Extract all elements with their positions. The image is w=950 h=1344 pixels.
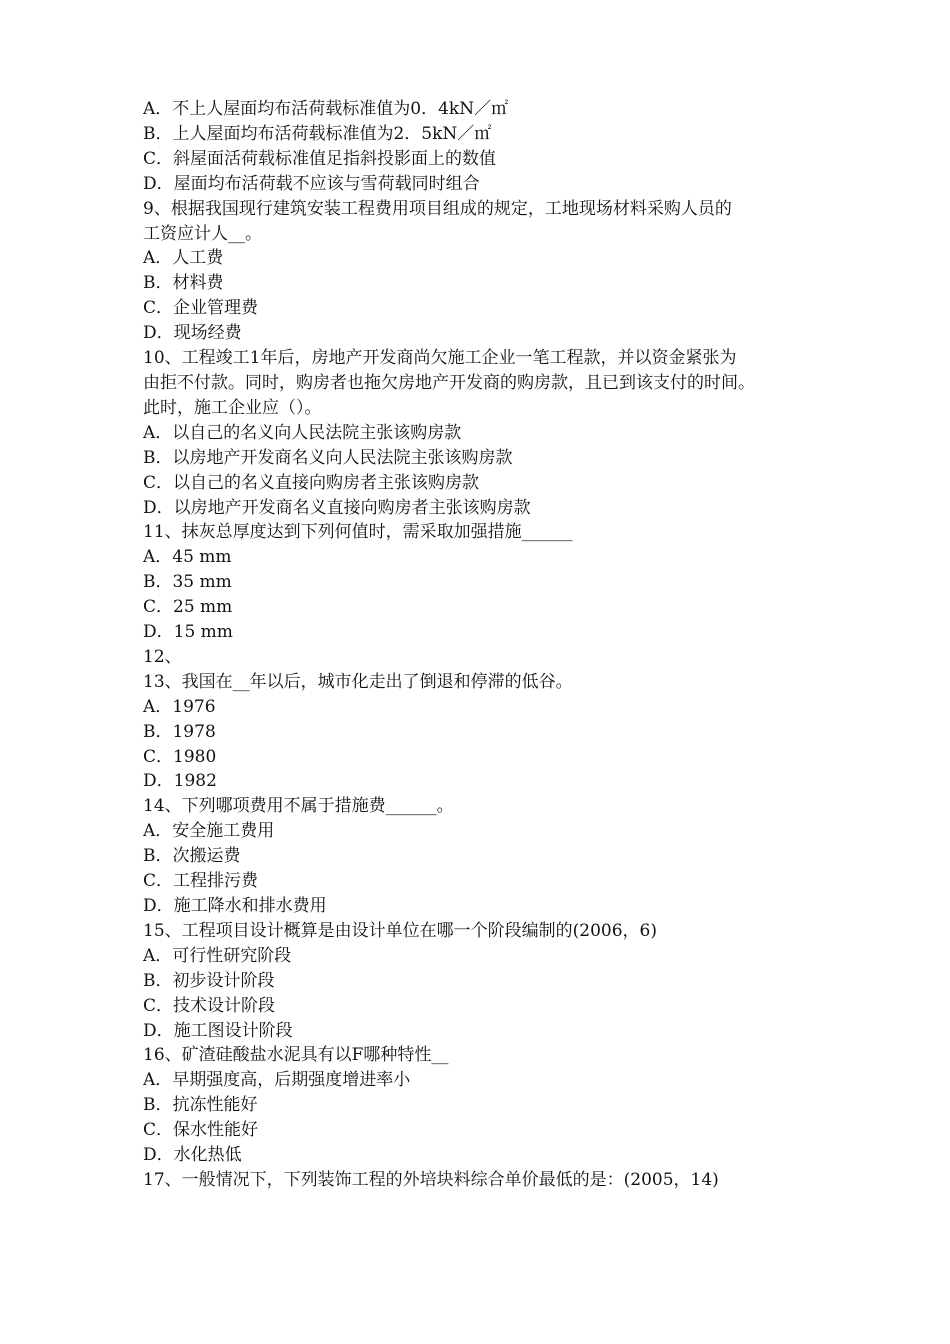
- question-line: 9、根据我国现行建筑安装工程费用项目组成的规定，工地现场材料采购人员的: [143, 198, 732, 219]
- option-line: A．以自己的名义向人民法院主张该购房款: [143, 422, 462, 443]
- question-line: 17、一般情况下，下列装饰工程的外培块料综合单价最低的是：(2005，14): [143, 1169, 719, 1190]
- option-line: D．屋面均布活荷载不应该与雪荷载同时组合: [143, 173, 480, 194]
- option-line: D．水化热低: [143, 1145, 242, 1166]
- question-line: 13、我国在__年以后，城市化走出了倒退和停滞的低谷。: [143, 671, 573, 692]
- option-line: C．以自己的名义直接向购房者主张该购房款: [143, 472, 480, 493]
- option-line: C．工程排污费: [143, 871, 259, 892]
- option-line: B．初步设计阶段: [143, 970, 275, 991]
- question-line: 11、抹灰总厚度达到下列何值时，需采取加强措施______: [143, 522, 573, 543]
- option-line: A．1976: [143, 696, 216, 717]
- option-line: B．上人屋面均布活荷载标准值为2．5kN／㎡: [143, 123, 492, 144]
- question-line: 16、矿渣硅酸盐水泥具有以F哪种特性__: [143, 1045, 449, 1066]
- question-line: 14、下列哪项费用不属于措施费______。: [143, 796, 454, 817]
- option-line: D．1982: [143, 771, 217, 792]
- question-line: 工资应计人__。: [143, 223, 262, 244]
- option-line: A．安全施工费用: [143, 821, 275, 842]
- option-line: A．早期强度高，后期强度增进率小: [143, 1070, 411, 1091]
- option-line: B．1978: [143, 721, 216, 742]
- option-line: A．人工费: [143, 248, 224, 269]
- option-line: C．保水性能好: [143, 1120, 259, 1141]
- option-line: C．25 mm: [143, 597, 233, 618]
- option-line: C．斜屋面活荷载标准值足指斜投影面上的数值: [143, 148, 497, 169]
- option-line: A．不上人屋面均布活荷载标准值为0．4kN／㎡: [143, 99, 509, 119]
- question-line: 10、工程竣工1年后，房地产开发商尚欠施工企业一笔工程款，并以资金紧张为: [143, 348, 737, 369]
- option-line: B．35 mm: [143, 572, 232, 593]
- option-line: B．抗冻性能好: [143, 1095, 258, 1116]
- option-line: C．1980: [143, 746, 217, 767]
- question-line: 由拒不付款。同时，购房者也拖欠房地产开发商的购房款，且已到该支付的时间。: [143, 372, 755, 393]
- question-line: 15、工程项目设计概算是由设计单位在哪一个阶段编制的(2006，6): [143, 920, 657, 941]
- question-line: 此时，施工企业应（）。: [143, 397, 322, 418]
- option-line: C．技术设计阶段: [143, 995, 276, 1016]
- option-line: A．45 mm: [143, 547, 232, 568]
- option-line: D．以房地产开发商名义直接向购房者主张该购房款: [143, 497, 531, 518]
- option-line: D．施工图设计阶段: [143, 1020, 293, 1041]
- document-page: [143, 97, 813, 1193]
- question-line: 12、: [143, 646, 182, 667]
- option-line: D．15 mm: [143, 622, 233, 643]
- option-line: A．可行性研究阶段: [143, 945, 292, 966]
- option-line: D．现场经费: [143, 323, 242, 344]
- option-line: B．以房地产开发商名义向人民法院主张该购房款: [143, 447, 513, 468]
- option-line: D．施工降水和排水费用: [143, 896, 327, 916]
- option-line: B．材料费: [143, 273, 224, 294]
- option-line: B．次搬运费: [143, 846, 241, 867]
- option-line: C．企业管理费: [143, 298, 259, 319]
